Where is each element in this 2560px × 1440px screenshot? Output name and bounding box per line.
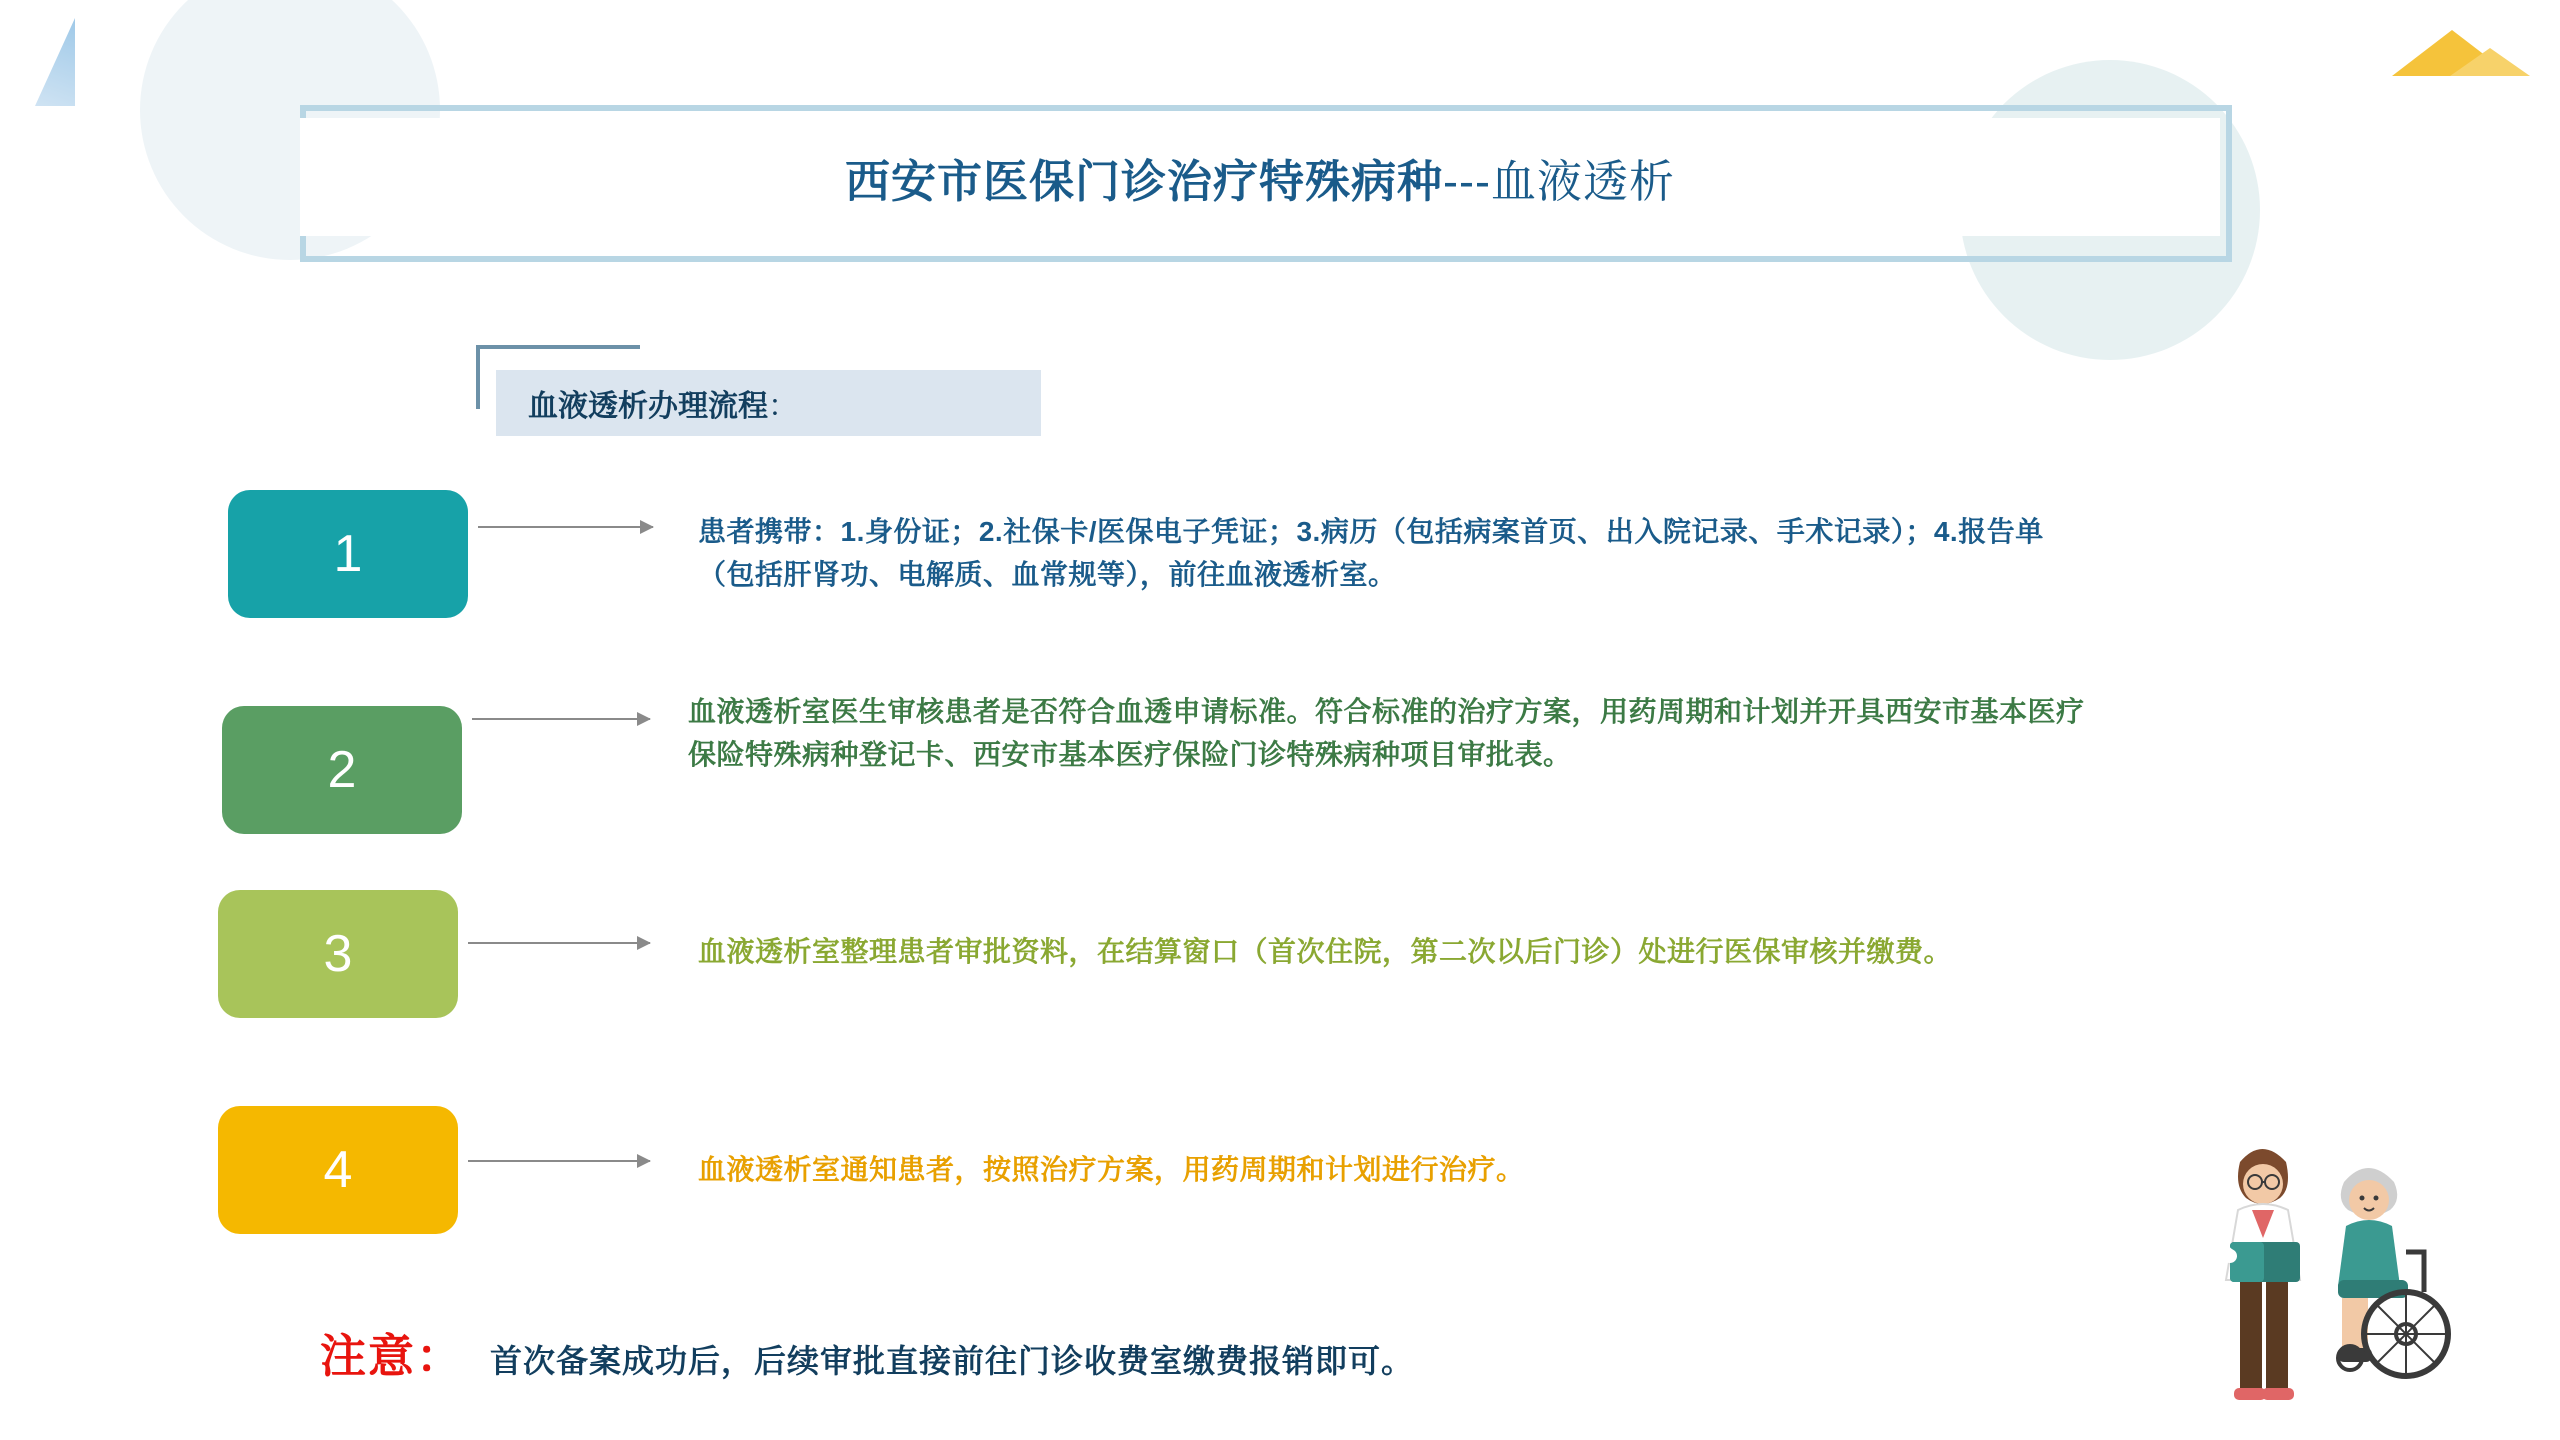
doctor-and-wheelchair-patient-illustration xyxy=(2200,1092,2530,1432)
step-number-label-2: 2 xyxy=(327,741,357,799)
step-description-3: 血液透析室整理患者审批资料，在结算窗口（首次住院，第二次以后门诊）处进行医保审核并缴费。 xyxy=(698,936,1953,967)
step-number-badge-2[interactable] xyxy=(222,706,462,834)
section-heading xyxy=(528,381,798,425)
step-number-badge-4[interactable] xyxy=(218,1106,458,1234)
step-arrow-4 xyxy=(468,1160,650,1162)
step-description-1: 患者携带：1.身份证；2.社保卡/医保电子凭证；3.病历（包括病案首页、出入院记录、手术记录）；4.报告单（包括肝肾功、电解质、血常规等），前往血液透析室。 xyxy=(698,516,2044,591)
triangle-decoration-icon xyxy=(35,18,75,106)
step-number-badge-1[interactable] xyxy=(228,490,468,618)
step-arrow-2 xyxy=(472,718,650,720)
step-description-4: 血液透析室通知患者，按照治疗方案，用药周期和计划进行治疗。 xyxy=(698,1154,1525,1185)
step-number-badge-3[interactable] xyxy=(218,890,458,1018)
section-heading-colon: ： xyxy=(768,390,798,423)
note-label: 注意： xyxy=(320,1330,464,1382)
section-heading-label: 血液透析办理流程 xyxy=(528,390,768,423)
step-arrow-1 xyxy=(478,526,653,528)
step-number-label-4: 4 xyxy=(323,1141,353,1199)
page-title-sub: ---血液透析 xyxy=(1443,155,1675,207)
step-number-label-1: 1 xyxy=(333,525,363,583)
note-text: 首次备案成功后，后续审批直接前往门诊收费室缴费报销即可。 xyxy=(490,1343,1415,1379)
note-block xyxy=(320,1320,1414,1386)
step-description-2: 血液透析室医生审核患者是否符合血透申请标准。符合标准的治疗方案，用药周期和计划并开具西安市基本医疗保险特殊病种登记卡、西安市基本医疗保险门诊特殊病种项目审批表。 xyxy=(688,696,2085,771)
title-bar xyxy=(300,118,2220,236)
page-title xyxy=(845,145,1675,210)
step-arrow-3 xyxy=(468,942,650,944)
page-title-main: 西安市医保门诊治疗特殊病种 xyxy=(845,155,1444,207)
step-number-label-3: 3 xyxy=(323,925,353,983)
